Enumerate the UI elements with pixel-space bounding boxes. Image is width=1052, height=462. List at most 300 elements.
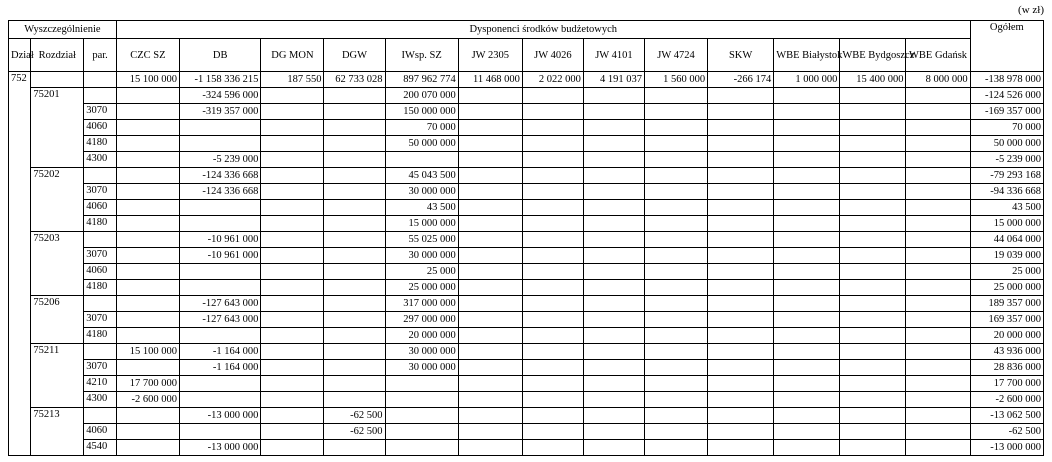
- table-row-paragraph: [9, 312, 1044, 328]
- value-cell: [774, 440, 840, 456]
- value-cell: [583, 440, 644, 456]
- table-row-paragraph: [9, 424, 1044, 440]
- total-cell: -79 293 168: [970, 168, 1043, 184]
- value-cell: [906, 200, 970, 216]
- header-dysponenci: Dysponenci środków budżetowych: [116, 21, 970, 39]
- value-cell: [522, 152, 583, 168]
- value-cell: [261, 328, 324, 344]
- value-cell: [324, 264, 385, 280]
- par-code: 4060: [84, 120, 117, 136]
- value-cell: [324, 216, 385, 232]
- value-cell: [458, 104, 522, 120]
- table-row-paragraph: [9, 440, 1044, 456]
- value-cell: [583, 136, 644, 152]
- value-cell: [324, 296, 385, 312]
- value-cell: [774, 168, 840, 184]
- value-cell: [774, 392, 840, 408]
- value-cell: [840, 408, 906, 424]
- value-cell: [774, 200, 840, 216]
- value-cell: [116, 136, 179, 152]
- value-cell: [522, 168, 583, 184]
- value-cell: [116, 280, 179, 296]
- header-col-7: JW 4101: [583, 39, 644, 72]
- value-cell: [840, 136, 906, 152]
- table-row-paragraph: [9, 216, 1044, 232]
- value-cell: [840, 248, 906, 264]
- value-cell: [522, 264, 583, 280]
- value-cell: [840, 328, 906, 344]
- value-cell: [774, 136, 840, 152]
- value-cell: [324, 136, 385, 152]
- value-cell: 62 733 028: [324, 72, 385, 88]
- table-row-paragraph: [9, 152, 1044, 168]
- value-cell: [708, 440, 774, 456]
- rozdzial-code: 75201: [31, 88, 84, 168]
- value-cell: 20 000 000: [385, 328, 458, 344]
- value-cell: [906, 344, 970, 360]
- par-code: 3070: [84, 184, 117, 200]
- value-cell: [774, 344, 840, 360]
- value-cell: [644, 232, 707, 248]
- value-cell: [261, 88, 324, 104]
- rozdzial-code: 75206: [31, 296, 84, 344]
- value-cell: [116, 104, 179, 120]
- value-cell: [522, 280, 583, 296]
- value-cell: [385, 440, 458, 456]
- value-cell: [906, 168, 970, 184]
- value-cell: [644, 312, 707, 328]
- value-cell: 4 191 037: [583, 72, 644, 88]
- value-cell: [324, 104, 385, 120]
- value-cell: [458, 280, 522, 296]
- value-cell: [385, 408, 458, 424]
- total-cell: -94 336 668: [970, 184, 1043, 200]
- header-col-2: DG MON: [261, 39, 324, 72]
- value-cell: [840, 200, 906, 216]
- value-cell: [906, 360, 970, 376]
- value-cell: [458, 168, 522, 184]
- par-code: [84, 72, 117, 88]
- value-cell: [116, 264, 179, 280]
- value-cell: -1 164 000: [179, 344, 260, 360]
- value-cell: [324, 248, 385, 264]
- value-cell: [458, 344, 522, 360]
- value-cell: [522, 424, 583, 440]
- table-row-paragraph: [9, 280, 1044, 296]
- value-cell: 45 043 500: [385, 168, 458, 184]
- value-cell: [840, 152, 906, 168]
- value-cell: [906, 184, 970, 200]
- value-cell: 187 550: [261, 72, 324, 88]
- par-code: 4060: [84, 264, 117, 280]
- value-cell: -62 500: [324, 408, 385, 424]
- value-cell: [774, 328, 840, 344]
- value-cell: [708, 232, 774, 248]
- value-cell: [644, 264, 707, 280]
- value-cell: [583, 424, 644, 440]
- value-cell: [458, 376, 522, 392]
- header-col-4: IWsp. SZ: [385, 39, 458, 72]
- value-cell: [583, 216, 644, 232]
- total-cell: -169 357 000: [970, 104, 1043, 120]
- header-col-12: WBE Gdańsk: [906, 39, 970, 72]
- value-cell: [644, 392, 707, 408]
- par-code: [84, 296, 117, 312]
- value-cell: [385, 376, 458, 392]
- value-cell: [906, 312, 970, 328]
- value-cell: [583, 248, 644, 264]
- value-cell: [116, 200, 179, 216]
- value-cell: [644, 424, 707, 440]
- value-cell: [324, 168, 385, 184]
- value-cell: [840, 104, 906, 120]
- rozdzial-code: 75202: [31, 168, 84, 232]
- header-col-11: WBE Bydgoszcz: [840, 39, 906, 72]
- value-cell: [906, 392, 970, 408]
- value-cell: [458, 152, 522, 168]
- value-cell: [458, 184, 522, 200]
- value-cell: [324, 312, 385, 328]
- value-cell: [385, 152, 458, 168]
- value-cell: 30 000 000: [385, 360, 458, 376]
- value-cell: [583, 312, 644, 328]
- value-cell: -319 357 000: [179, 104, 260, 120]
- value-cell: [708, 392, 774, 408]
- value-cell: [179, 264, 260, 280]
- value-cell: [116, 296, 179, 312]
- value-cell: [324, 232, 385, 248]
- value-cell: [522, 216, 583, 232]
- value-cell: [522, 360, 583, 376]
- value-cell: [644, 248, 707, 264]
- value-cell: [116, 216, 179, 232]
- par-code: [84, 232, 117, 248]
- value-cell: [774, 360, 840, 376]
- value-cell: [906, 104, 970, 120]
- table-row-rozdzial: [9, 408, 1044, 424]
- value-cell: [324, 184, 385, 200]
- value-cell: [906, 248, 970, 264]
- par-code: 4540: [84, 440, 117, 456]
- value-cell: [583, 152, 644, 168]
- value-cell: [708, 88, 774, 104]
- total-cell: 28 836 000: [970, 360, 1043, 376]
- rozdzial-code: 75213: [31, 408, 84, 456]
- value-cell: [906, 264, 970, 280]
- table-row-dzial: [9, 72, 1044, 88]
- value-cell: [644, 296, 707, 312]
- value-cell: [116, 168, 179, 184]
- header-col-5: JW 2305: [458, 39, 522, 72]
- value-cell: 25 000 000: [385, 280, 458, 296]
- par-code: 3070: [84, 248, 117, 264]
- value-cell: -2 600 000: [116, 392, 179, 408]
- table-row-rozdzial: [9, 168, 1044, 184]
- value-cell: [774, 376, 840, 392]
- value-cell: [324, 344, 385, 360]
- value-cell: [708, 408, 774, 424]
- value-cell: [583, 296, 644, 312]
- value-cell: [261, 136, 324, 152]
- value-cell: [116, 360, 179, 376]
- value-cell: [179, 136, 260, 152]
- value-cell: [708, 120, 774, 136]
- value-cell: [458, 440, 522, 456]
- table-row-paragraph: [9, 392, 1044, 408]
- value-cell: [774, 296, 840, 312]
- par-code: 3070: [84, 360, 117, 376]
- par-code: 4180: [84, 136, 117, 152]
- header-col-10: WBE Białystok: [774, 39, 840, 72]
- value-cell: [708, 264, 774, 280]
- value-cell: [324, 440, 385, 456]
- value-cell: [458, 408, 522, 424]
- value-cell: [583, 232, 644, 248]
- value-cell: [261, 408, 324, 424]
- value-cell: [385, 424, 458, 440]
- value-cell: [583, 280, 644, 296]
- value-cell: 30 000 000: [385, 344, 458, 360]
- value-cell: [840, 360, 906, 376]
- table-row-paragraph: [9, 200, 1044, 216]
- value-cell: [324, 376, 385, 392]
- total-cell: 50 000 000: [970, 136, 1043, 152]
- header-col-1: DB: [179, 39, 260, 72]
- value-cell: 1 560 000: [644, 72, 707, 88]
- par-code: 4300: [84, 392, 117, 408]
- value-cell: [116, 440, 179, 456]
- unit-note: (w zł): [1018, 4, 1044, 16]
- value-cell: [840, 120, 906, 136]
- value-cell: [261, 440, 324, 456]
- header-row-groups: [9, 21, 1044, 39]
- value-cell: [116, 120, 179, 136]
- table-row-paragraph: [9, 136, 1044, 152]
- value-cell: [522, 136, 583, 152]
- total-cell: 70 000: [970, 120, 1043, 136]
- value-cell: [522, 344, 583, 360]
- value-cell: [324, 88, 385, 104]
- value-cell: -266 174: [708, 72, 774, 88]
- value-cell: [708, 328, 774, 344]
- total-cell: -138 978 000: [970, 72, 1043, 88]
- value-cell: [116, 152, 179, 168]
- value-cell: [774, 152, 840, 168]
- value-cell: [522, 392, 583, 408]
- header-par: par.: [84, 39, 117, 72]
- value-cell: [116, 312, 179, 328]
- total-cell: -13 000 000: [970, 440, 1043, 456]
- value-cell: [522, 312, 583, 328]
- value-cell: [179, 216, 260, 232]
- value-cell: -5 239 000: [179, 152, 260, 168]
- value-cell: [708, 344, 774, 360]
- value-cell: [179, 200, 260, 216]
- total-cell: -13 062 500: [970, 408, 1043, 424]
- value-cell: [906, 376, 970, 392]
- value-cell: [774, 424, 840, 440]
- table-row-paragraph: [9, 120, 1044, 136]
- value-cell: [644, 360, 707, 376]
- budget-table: [8, 20, 1044, 456]
- value-cell: [324, 392, 385, 408]
- value-cell: [261, 184, 324, 200]
- par-code: 4060: [84, 424, 117, 440]
- value-cell: [644, 440, 707, 456]
- value-cell: [906, 328, 970, 344]
- header-col-3: DGW: [324, 39, 385, 72]
- value-cell: [644, 88, 707, 104]
- value-cell: [458, 328, 522, 344]
- value-cell: [708, 424, 774, 440]
- value-cell: [583, 328, 644, 344]
- value-cell: [261, 200, 324, 216]
- value-cell: [840, 424, 906, 440]
- table-row-rozdzial: [9, 88, 1044, 104]
- value-cell: [708, 376, 774, 392]
- value-cell: [906, 136, 970, 152]
- total-cell: 17 700 000: [970, 376, 1043, 392]
- value-cell: [774, 280, 840, 296]
- value-cell: [583, 200, 644, 216]
- header-col-6: JW 4026: [522, 39, 583, 72]
- total-cell: -62 500: [970, 424, 1043, 440]
- value-cell: [522, 104, 583, 120]
- value-cell: [261, 424, 324, 440]
- value-cell: [840, 344, 906, 360]
- value-cell: [906, 216, 970, 232]
- table-row-rozdzial: [9, 232, 1044, 248]
- value-cell: [708, 136, 774, 152]
- value-cell: [261, 248, 324, 264]
- value-cell: 15 400 000: [840, 72, 906, 88]
- value-cell: [261, 280, 324, 296]
- value-cell: [458, 360, 522, 376]
- value-cell: [840, 216, 906, 232]
- value-cell: [261, 392, 324, 408]
- value-cell: [583, 376, 644, 392]
- value-cell: [708, 296, 774, 312]
- value-cell: [261, 312, 324, 328]
- value-cell: [522, 376, 583, 392]
- value-cell: [522, 296, 583, 312]
- value-cell: [840, 280, 906, 296]
- value-cell: [906, 440, 970, 456]
- par-code: [84, 88, 117, 104]
- total-cell: 19 039 000: [970, 248, 1043, 264]
- value-cell: [774, 264, 840, 280]
- value-cell: [644, 200, 707, 216]
- value-cell: 17 700 000: [116, 376, 179, 392]
- value-cell: [583, 360, 644, 376]
- value-cell: [324, 360, 385, 376]
- value-cell: 30 000 000: [385, 248, 458, 264]
- value-cell: [840, 376, 906, 392]
- value-cell: 200 070 000: [385, 88, 458, 104]
- par-code: 4180: [84, 216, 117, 232]
- value-cell: [708, 168, 774, 184]
- value-cell: [906, 88, 970, 104]
- rozdzial-code: [31, 72, 84, 88]
- value-cell: [458, 248, 522, 264]
- value-cell: [261, 296, 324, 312]
- value-cell: [116, 232, 179, 248]
- par-code: 4300: [84, 152, 117, 168]
- value-cell: [583, 408, 644, 424]
- value-cell: [116, 328, 179, 344]
- value-cell: [179, 376, 260, 392]
- value-cell: [644, 376, 707, 392]
- total-cell: 15 000 000: [970, 216, 1043, 232]
- value-cell: [906, 120, 970, 136]
- total-cell: 43 936 000: [970, 344, 1043, 360]
- value-cell: [179, 328, 260, 344]
- value-cell: [522, 248, 583, 264]
- value-cell: 1 000 000: [774, 72, 840, 88]
- value-cell: 897 962 774: [385, 72, 458, 88]
- value-cell: [708, 360, 774, 376]
- value-cell: [644, 120, 707, 136]
- value-cell: [583, 392, 644, 408]
- value-cell: [116, 88, 179, 104]
- value-cell: [906, 152, 970, 168]
- value-cell: [708, 312, 774, 328]
- value-cell: [708, 248, 774, 264]
- value-cell: [458, 216, 522, 232]
- value-cell: [324, 120, 385, 136]
- value-cell: [708, 280, 774, 296]
- par-code: [84, 408, 117, 424]
- value-cell: -10 961 000: [179, 232, 260, 248]
- value-cell: [458, 392, 522, 408]
- value-cell: [774, 232, 840, 248]
- total-cell: 43 500: [970, 200, 1043, 216]
- value-cell: [324, 280, 385, 296]
- value-cell: [583, 88, 644, 104]
- value-cell: 11 468 000: [458, 72, 522, 88]
- value-cell: [116, 408, 179, 424]
- value-cell: [774, 312, 840, 328]
- total-cell: 189 357 000: [970, 296, 1043, 312]
- value-cell: [774, 216, 840, 232]
- value-cell: [458, 232, 522, 248]
- par-code: 4210: [84, 376, 117, 392]
- table-row-rozdzial: [9, 296, 1044, 312]
- total-cell: -124 526 000: [970, 88, 1043, 104]
- value-cell: [840, 264, 906, 280]
- value-cell: 15 100 000: [116, 344, 179, 360]
- value-cell: [840, 184, 906, 200]
- header-col-8: JW 4724: [644, 39, 707, 72]
- total-cell: 169 357 000: [970, 312, 1043, 328]
- value-cell: [708, 104, 774, 120]
- value-cell: [906, 280, 970, 296]
- value-cell: -324 596 000: [179, 88, 260, 104]
- par-code: 3070: [84, 312, 117, 328]
- value-cell: [458, 424, 522, 440]
- value-cell: [458, 264, 522, 280]
- value-cell: [708, 152, 774, 168]
- header-rozdzial: Rozdział: [31, 39, 84, 72]
- value-cell: [774, 104, 840, 120]
- value-cell: [179, 120, 260, 136]
- value-cell: [583, 120, 644, 136]
- value-cell: [906, 232, 970, 248]
- value-cell: [179, 280, 260, 296]
- value-cell: [840, 168, 906, 184]
- value-cell: [906, 408, 970, 424]
- value-cell: [116, 248, 179, 264]
